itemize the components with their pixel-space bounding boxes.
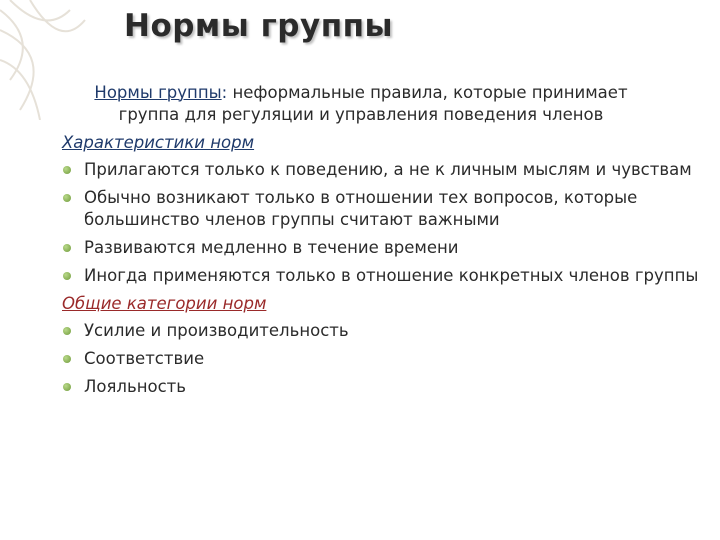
characteristics-list [62,159,702,287]
list-item-text: Развиваются медленно в течение времени [84,238,459,257]
list-item-text: Обычно возникают только в отношении тех вопросов, которые большинство членов группы считают важными [84,188,638,229]
list-item [62,376,702,398]
definition-term: Нормы группы [94,83,222,102]
definition-text: неформальные правила, которые принимает группа для регуляции и управления поведения членов [118,83,628,124]
green-dot-bullet-icon [63,327,71,335]
list-item [62,348,702,370]
categories-list [62,320,702,398]
green-dot-bullet-icon [63,244,71,252]
list-item-text: Иногда применяются только в отношение конкретных членов группы [84,266,699,285]
slide-content [62,82,702,404]
green-dot-bullet-icon [63,166,71,174]
list-item [62,159,702,181]
definition [62,82,702,126]
section-heading-categories: Общие категории норм [62,294,267,313]
list-item-text: Усилие и производительность [84,321,349,340]
list-item-text: Лояльность [84,377,186,396]
list-item-text: Прилагаются только к поведению, а не к личным мыслям и чувствам [84,160,692,179]
list-item-text: Соответствие [84,349,205,368]
list-item [62,237,702,259]
list-item [62,265,702,287]
section-heading-characteristics: Характеристики норм [62,133,255,152]
list-item [62,320,702,342]
page-title: Нормы группы [124,8,394,44]
green-dot-bullet-icon [63,355,71,363]
definition-colon: : [221,83,228,102]
list-item [62,187,702,231]
green-dot-bullet-icon [63,272,71,280]
green-dot-bullet-icon [63,194,71,202]
green-dot-bullet-icon [63,383,71,391]
